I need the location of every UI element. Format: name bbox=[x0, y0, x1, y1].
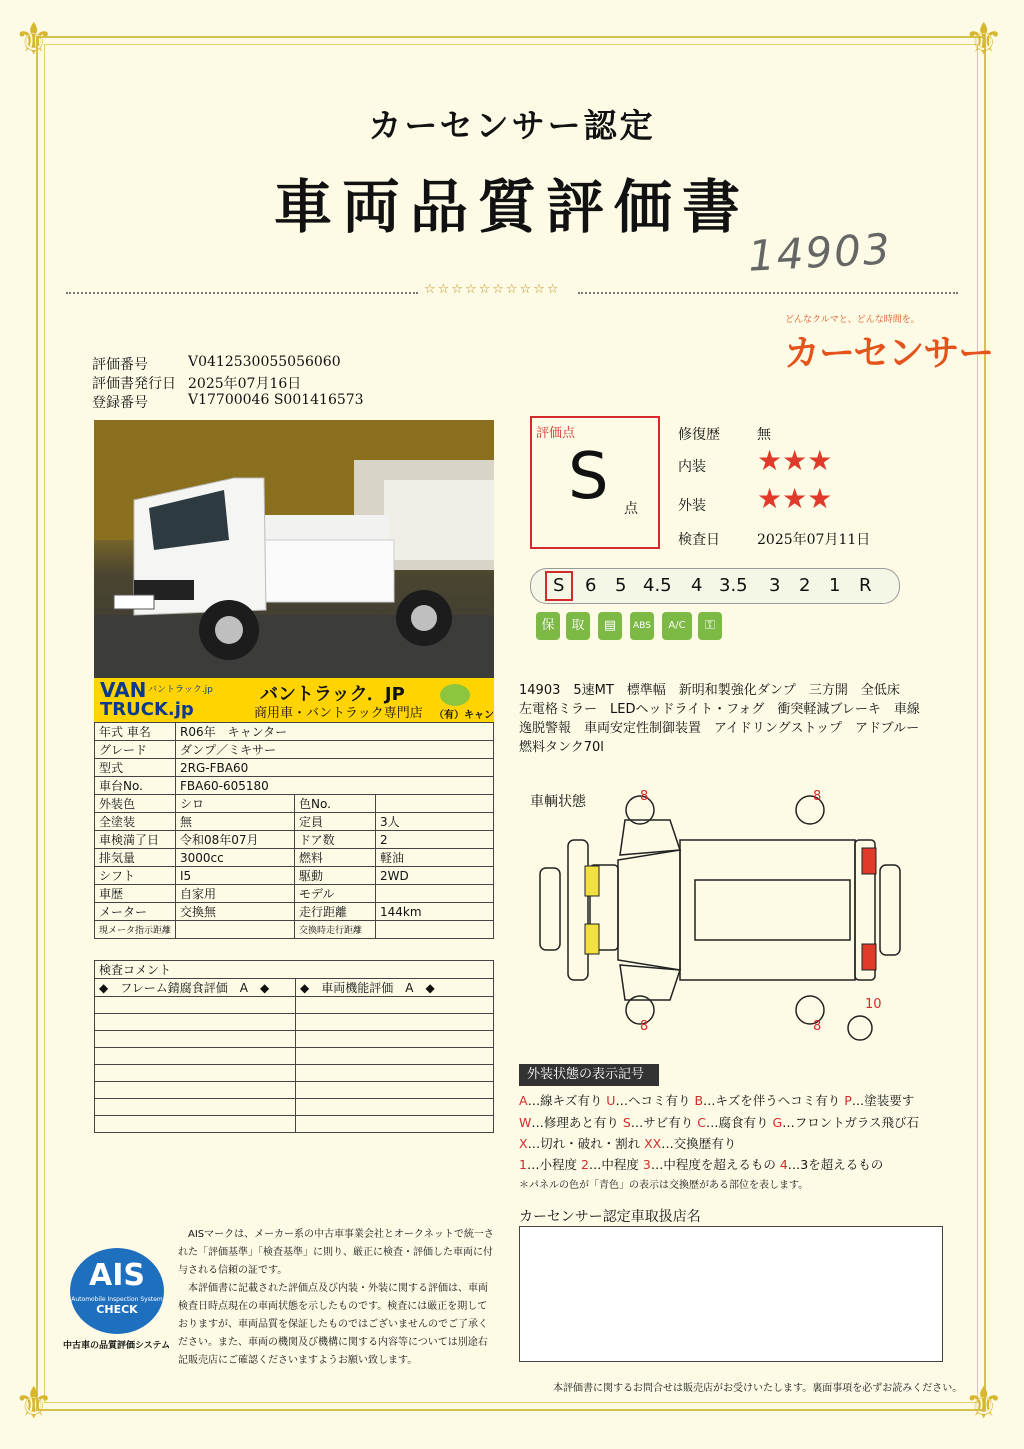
scale-item: 2 bbox=[799, 575, 811, 596]
year-value: R06年 bbox=[180, 725, 216, 739]
dealer-title: カーセンサー認定車取扱店名 bbox=[519, 1209, 701, 1225]
spec-label: 全塗装 bbox=[95, 813, 176, 831]
legend-code: XX bbox=[644, 1136, 662, 1151]
legend-desc: …中程度 bbox=[588, 1157, 643, 1172]
footer-note: 本評価書に関するお問合せは販売店がお受けいたします。裏面事項を必ずお読みください。 bbox=[553, 1383, 963, 1394]
interior-label: 内装 bbox=[678, 459, 706, 475]
legend-code: 3 bbox=[642, 1157, 651, 1172]
spec-label: 定員 bbox=[295, 813, 376, 831]
score-scale bbox=[530, 568, 900, 604]
inspection-cell bbox=[296, 1082, 494, 1099]
star-icon: ★ bbox=[757, 482, 783, 515]
legend-desc: …フロントガラス飛び石 bbox=[782, 1115, 919, 1130]
spec-label: メーター bbox=[95, 903, 176, 921]
spec-table bbox=[94, 722, 494, 939]
spec-label: グレード bbox=[95, 741, 176, 759]
inspection-cell bbox=[296, 1048, 494, 1065]
fleur-corner-icon: ⚜ bbox=[964, 14, 1004, 65]
grade-value: ダンプ／ミキサー bbox=[176, 741, 494, 759]
banner-subtitle: 商用車・バントラック専門店 bbox=[254, 706, 423, 721]
legend-line bbox=[519, 1134, 736, 1152]
spec-label: 色No. bbox=[295, 795, 376, 813]
vehicle-photo bbox=[94, 420, 494, 678]
diagram-mark: 8 bbox=[640, 1019, 649, 1034]
legend-desc: …塗装要す bbox=[851, 1093, 915, 1108]
scale-item: 4 bbox=[691, 575, 703, 596]
issue-date-value: 2025年07月16日 bbox=[188, 376, 302, 392]
inspect-date-label: 検査日 bbox=[678, 532, 720, 548]
legend-desc: …ヘコミ有り bbox=[615, 1093, 695, 1108]
dealer-box bbox=[519, 1226, 943, 1362]
spec-label: 外装色 bbox=[95, 795, 176, 813]
ais-logo-text: AIS bbox=[89, 1258, 145, 1293]
vantruck-logo bbox=[100, 680, 146, 700]
divider bbox=[578, 292, 958, 294]
ais-check: CHECK bbox=[96, 1303, 138, 1316]
legend-code: G bbox=[772, 1115, 783, 1130]
interior-stars bbox=[757, 444, 832, 477]
scale-item: S bbox=[553, 575, 565, 596]
inspect-date-value: 2025年07月11日 bbox=[757, 532, 871, 548]
legend-desc: …中程度を超えるもの bbox=[650, 1157, 780, 1172]
divider-stars: ☆☆☆☆☆☆☆☆☆☆ bbox=[424, 282, 561, 297]
color-no-value bbox=[376, 795, 494, 813]
spec-label: 車歴 bbox=[95, 885, 176, 903]
capacity-value: 3人 bbox=[376, 813, 494, 831]
ais-description bbox=[178, 1226, 496, 1370]
exterior-label: 外装 bbox=[678, 498, 706, 514]
vehicle-diagram bbox=[530, 780, 930, 1050]
inspection-table bbox=[94, 960, 494, 1133]
ais-caption: 中古車の品質評価システム bbox=[63, 1341, 171, 1351]
legend-code: A bbox=[519, 1093, 528, 1108]
eval-number-label: 評価番号 bbox=[92, 357, 148, 373]
inspection-cell bbox=[296, 1065, 494, 1082]
certificate-subtitle: カーセンサー認定 bbox=[368, 106, 656, 145]
shift-value: I5 bbox=[176, 867, 295, 885]
model2-value bbox=[376, 885, 494, 903]
spec-label: 現メータ指示距離 bbox=[95, 921, 176, 939]
scale-item: 3 bbox=[769, 575, 781, 596]
spec-label: モデル bbox=[295, 885, 376, 903]
legend-title: 外装状態の表示記号 bbox=[519, 1064, 659, 1086]
diagram-mark: 8 bbox=[813, 1019, 822, 1034]
inspection-cell bbox=[296, 1116, 494, 1133]
meter-current-value bbox=[176, 921, 295, 939]
inspection-cell bbox=[95, 1048, 296, 1065]
certificate-title: 車両品質評価書 bbox=[273, 173, 750, 241]
score-value: S bbox=[568, 440, 609, 514]
legend-code: C bbox=[697, 1115, 707, 1130]
legend-code: S bbox=[622, 1115, 631, 1130]
frame-evaluation: ◆ フレーム錆腐食評価 A ◆ bbox=[95, 979, 296, 997]
legend-desc: …交換歴有り bbox=[661, 1136, 737, 1151]
ais-logo bbox=[70, 1248, 164, 1334]
legend-desc: …線キズ有り bbox=[527, 1093, 607, 1108]
star-icon: ★ bbox=[757, 444, 783, 477]
diagram-mark: 10 bbox=[865, 997, 882, 1012]
legend-desc: …キズを伴うヘコミ有り bbox=[703, 1093, 845, 1108]
issue-date-row bbox=[92, 373, 302, 393]
legend-note: ＊パネルの色が「青色」の表示は交換歴がある部位を表します。 bbox=[519, 1180, 809, 1191]
spec-label: 駆動 bbox=[295, 867, 376, 885]
inspection-cell bbox=[95, 1099, 296, 1116]
legend-code: U bbox=[606, 1093, 616, 1108]
fleur-corner-icon: ⚜ bbox=[14, 1378, 54, 1429]
manual-badge: 取 bbox=[566, 612, 590, 640]
doors-value: 2 bbox=[376, 831, 494, 849]
registration-row bbox=[92, 392, 364, 412]
model-value: キャンター bbox=[227, 725, 288, 739]
mileage-value: 144km bbox=[376, 903, 494, 921]
inspection-cell bbox=[95, 1082, 296, 1099]
vantruck-logo-bottom: TRUCK.jp bbox=[100, 699, 194, 720]
inspection-cell bbox=[296, 1014, 494, 1031]
legend-desc: …切れ・破れ・割れ bbox=[527, 1136, 645, 1151]
diagram-title: 車輌状態 bbox=[530, 794, 586, 810]
spec-value bbox=[176, 723, 494, 741]
exterior-stars bbox=[757, 482, 832, 515]
legend-desc: …腐食有り bbox=[706, 1115, 773, 1130]
legend-code: X bbox=[519, 1136, 528, 1151]
spec-label: 交換時走行距離 bbox=[295, 921, 376, 939]
brand-tagline: どんなクルマと、どんな時間を。 bbox=[785, 315, 920, 325]
star-icon: ★ bbox=[782, 444, 808, 477]
legend-code: 1 bbox=[519, 1157, 527, 1172]
inspection-title: 検査コメント bbox=[95, 961, 494, 979]
ais-logo-sub: Automobile Inspection System bbox=[71, 1296, 163, 1303]
star-icon: ★ bbox=[807, 482, 833, 515]
mascot-icon bbox=[440, 684, 470, 706]
inspection-cell bbox=[296, 997, 494, 1014]
banner-company: （有）キャン bbox=[434, 710, 494, 721]
fleur-corner-icon: ⚜ bbox=[964, 1378, 1004, 1429]
inspection-cell bbox=[95, 1065, 296, 1082]
legend-desc: …修理あと有り bbox=[531, 1115, 623, 1130]
legend-code: W bbox=[519, 1115, 532, 1130]
registration-label: 登録番号 bbox=[92, 395, 148, 411]
legend-desc: …サビ有り bbox=[630, 1115, 698, 1130]
spec-label: 排気量 bbox=[95, 849, 176, 867]
ac-badge: A/C bbox=[662, 612, 692, 640]
spec-label: 走行距離 bbox=[295, 903, 376, 921]
spec-label: 車台No. bbox=[95, 777, 176, 795]
diagram-mark: 8 bbox=[813, 789, 822, 804]
legend-code: 2 bbox=[580, 1157, 589, 1172]
score-unit: 点 bbox=[624, 501, 638, 517]
color-value: シロ bbox=[176, 795, 295, 813]
spec-label: 燃料 bbox=[295, 849, 376, 867]
legend-code: 4 bbox=[779, 1157, 788, 1172]
spec-label: 年式 車名 bbox=[95, 723, 176, 741]
legend-line bbox=[519, 1113, 919, 1131]
repair-value: 無 bbox=[757, 427, 771, 443]
star-icon: ★ bbox=[782, 482, 808, 515]
diagram-mark: 8 bbox=[640, 789, 649, 804]
spec-label: ドア数 bbox=[295, 831, 376, 849]
chassis-value: FBA60-605180 bbox=[176, 777, 494, 795]
scale-item: 1 bbox=[829, 575, 841, 596]
dealer-banner bbox=[94, 678, 494, 722]
displacement-value: 3000cc bbox=[176, 849, 295, 867]
scale-item: R bbox=[859, 575, 872, 596]
eval-number-row bbox=[92, 354, 341, 374]
vantruck-logo-small: バントラック.jp bbox=[148, 685, 213, 695]
abs-badge: ABS bbox=[630, 612, 654, 640]
spec-label: シフト bbox=[95, 867, 176, 885]
history-value: 自家用 bbox=[176, 885, 295, 903]
legend-line bbox=[519, 1091, 914, 1109]
record-book-icon: ▤ bbox=[598, 612, 622, 640]
scale-item: 5 bbox=[615, 575, 627, 596]
drive-value: 2WD bbox=[376, 867, 494, 885]
inspection-value: 令和08年07月 bbox=[176, 831, 295, 849]
handwritten-number: 14903 bbox=[746, 224, 893, 281]
spec-label: 型式 bbox=[95, 759, 176, 777]
fleur-corner-icon: ⚜ bbox=[14, 14, 54, 65]
warranty-badge: 保 bbox=[536, 612, 560, 640]
vantruck-logo-top: VAN bbox=[100, 678, 147, 702]
registration-value: V17700046 S001416573 bbox=[188, 392, 364, 408]
repair-label: 修復歴 bbox=[678, 427, 720, 443]
eval-number-value: V0412530055056060 bbox=[188, 354, 341, 370]
carsensor-logo: カーセンサー bbox=[784, 333, 994, 374]
scale-item: 6 bbox=[585, 575, 597, 596]
key-icon: ⚿ bbox=[698, 612, 722, 640]
type-value: 2RG-FBA60 bbox=[176, 759, 494, 777]
banner-site-name: バントラック．JP bbox=[260, 684, 405, 705]
scale-item: 4.5 bbox=[643, 575, 672, 596]
repaint-value: 無 bbox=[176, 813, 295, 831]
legend-code: P bbox=[844, 1093, 852, 1108]
ais-paragraph: AISマークは、メーカー系の中古車事業会社とオークネットで統一された「評価基準」「検査基準」に則り、厳正に検査・評価した車両に付与される信頼の証です。 bbox=[178, 1229, 494, 1276]
fuel-value: 軽油 bbox=[376, 849, 494, 867]
scale-item: 3.5 bbox=[719, 575, 748, 596]
legend-desc: …小程度 bbox=[526, 1157, 581, 1172]
ais-paragraph: 本評価書に記載された評価点及び内装・外装に関する評価は、車両検査日時点現在の車両状態を示したものです。検査には厳正を期しておりますが、車両品質を保証したものではございませんのでご了承ください。また、車両の機関及び機構に関する内容等については別途右記販売店にご確認くださいますようお願い致します。 bbox=[178, 1283, 488, 1366]
inspection-cell bbox=[296, 1099, 494, 1116]
divider bbox=[66, 292, 418, 294]
spec-label: 車検満了日 bbox=[95, 831, 176, 849]
function-evaluation: ◆ 車両機能評価 A ◆ bbox=[296, 979, 494, 997]
inspection-cell bbox=[95, 997, 296, 1014]
score-label: 評価点 bbox=[536, 426, 576, 441]
inspection-cell bbox=[296, 1031, 494, 1048]
issue-date-label: 評価書発行日 bbox=[92, 376, 176, 392]
meter-value: 交換無 bbox=[176, 903, 295, 921]
inspection-cell bbox=[95, 1031, 296, 1048]
inspection-cell bbox=[95, 1116, 296, 1133]
inspection-cell bbox=[95, 1014, 296, 1031]
legend-desc: …3を超えるもの bbox=[787, 1157, 884, 1172]
meter-swap-value bbox=[376, 921, 494, 939]
star-icon: ★ bbox=[807, 444, 833, 477]
legend-line bbox=[519, 1155, 883, 1173]
score-box bbox=[530, 416, 660, 549]
legend-code: B bbox=[694, 1093, 704, 1108]
vehicle-comment: 14903 5速MT 標準幅 新明和製強化ダンプ 三方開 全低床 左電格ミラー LEDヘッドライト・フォグ 衝突軽減ブレーキ 車線逸脱警報 車両安定性制御装置 アイドリングストップ アドブルー 燃料タンク70l bbox=[519, 683, 933, 755]
